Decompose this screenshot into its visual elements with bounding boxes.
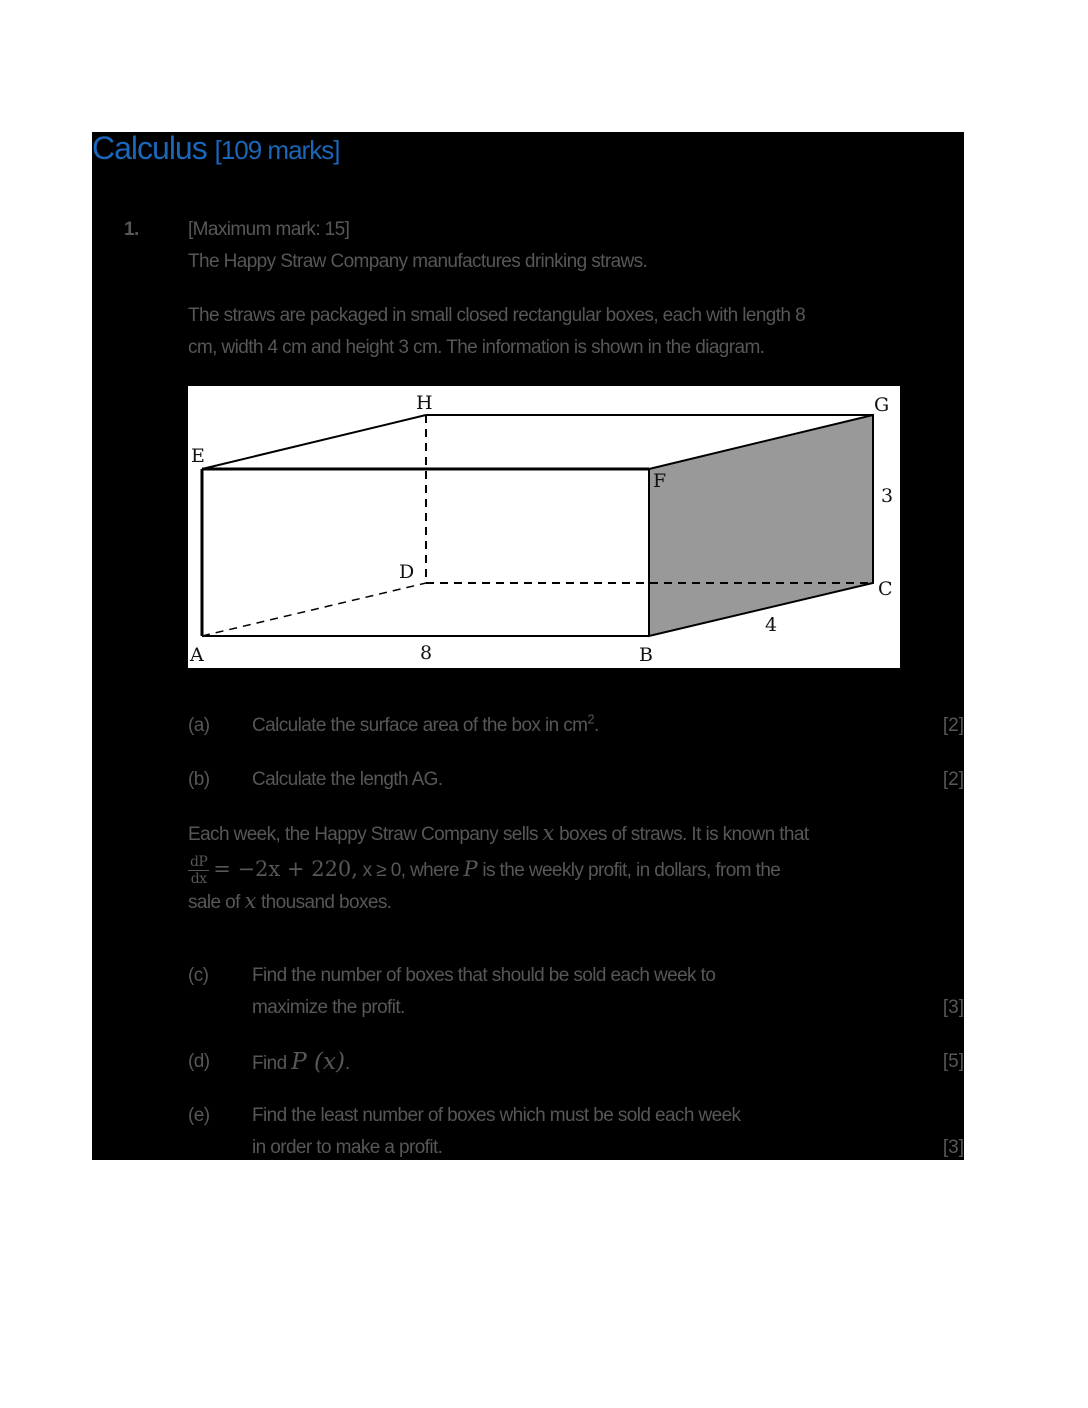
derivative-equation: = −2x + 220,	[213, 857, 358, 881]
weekly-line-2	[188, 851, 780, 889]
part-b-marks: [2]	[942, 769, 964, 790]
part-b-label: (b)	[188, 769, 210, 790]
question-description-line-1: The straws are packaged in small closed rectangular boxes, each with length 8	[188, 305, 806, 326]
weekly-line-2-end: is the weekly profit, in dollars, from the	[482, 860, 781, 881]
part-d-end: .	[344, 1053, 350, 1074]
part-d-text	[252, 1046, 350, 1080]
question-intro: The Happy Straw Company manufactures drinking straws.	[188, 251, 648, 272]
part-e-marks: [3]	[942, 1137, 964, 1158]
vertex-label-e: E	[191, 445, 205, 467]
part-a-question: Calculate the surface area of the box in cm	[252, 715, 588, 736]
vertex-label-g: G	[874, 394, 890, 416]
part-b-text: Calculate the length AG.	[252, 769, 443, 790]
vertex-label-d: D	[399, 561, 415, 583]
part-c-label: (c)	[188, 965, 209, 986]
section-marks: [109 marks]	[214, 135, 340, 165]
part-d-math: P (x)	[291, 1049, 345, 1075]
fraction-numerator: dP	[190, 854, 208, 871]
weekly-line-3	[188, 885, 391, 919]
part-a-end: .	[594, 715, 599, 736]
box-diagram	[188, 386, 900, 668]
var-x: x	[542, 821, 555, 845]
vertex-label-h: H	[416, 392, 433, 414]
shaded-face-bcgf	[649, 415, 873, 636]
weekly-line-1	[188, 817, 809, 851]
vertex-label-c: C	[878, 578, 893, 600]
weekly-line-1-end: boxes of straws. It is known that	[559, 824, 809, 845]
vertex-label-a: A	[190, 644, 204, 666]
part-c-line-2: maximize the profit.	[252, 997, 405, 1018]
vertex-label-b: B	[639, 644, 653, 666]
section-title-text: Calculus	[92, 130, 207, 166]
vertex-label-f: F	[653, 470, 667, 492]
weekly-line-3-end: thousand boxes.	[261, 892, 392, 913]
domain-condition: x ≥ 0, where	[362, 860, 459, 881]
section-title	[92, 128, 339, 170]
weekly-line-3-start: sale of	[188, 892, 240, 913]
part-e-label: (e)	[188, 1105, 210, 1126]
width-label: 4	[765, 614, 778, 636]
derivative-fraction	[188, 854, 209, 887]
weekly-line-1-start: Each week, the Happy Straw Company sells	[188, 824, 538, 845]
height-label: 3	[881, 485, 894, 507]
part-e-line-1: Find the least number of boxes which must be sold each week	[252, 1105, 741, 1126]
length-label: 8	[420, 642, 433, 664]
part-a-marks: [2]	[942, 715, 964, 736]
question-number: 1.	[124, 219, 139, 240]
part-d-question: Find	[252, 1053, 287, 1074]
part-d-label: (d)	[188, 1051, 210, 1072]
part-c-marks: [3]	[942, 997, 964, 1018]
part-e-line-2: in order to make a profit.	[252, 1137, 443, 1158]
var-p: P	[463, 857, 478, 881]
part-d-marks: [5]	[942, 1051, 964, 1072]
part-c-line-1: Find the number of boxes that should be sold each week to	[252, 965, 716, 986]
edge-eh	[202, 415, 426, 469]
question-description-line-2: cm, width 4 cm and height 3 cm. The information is shown in the diagram.	[188, 337, 765, 358]
fraction-denominator: dx	[190, 871, 207, 888]
cuboid-figure	[188, 386, 900, 668]
var-x-2: x	[244, 889, 257, 913]
part-a-superscript: 2	[587, 711, 595, 727]
question-max-mark: [Maximum mark: 15]	[188, 219, 350, 240]
edge-ad-hidden	[202, 583, 426, 636]
part-a-label: (a)	[188, 715, 210, 736]
part-a-text	[252, 710, 599, 742]
